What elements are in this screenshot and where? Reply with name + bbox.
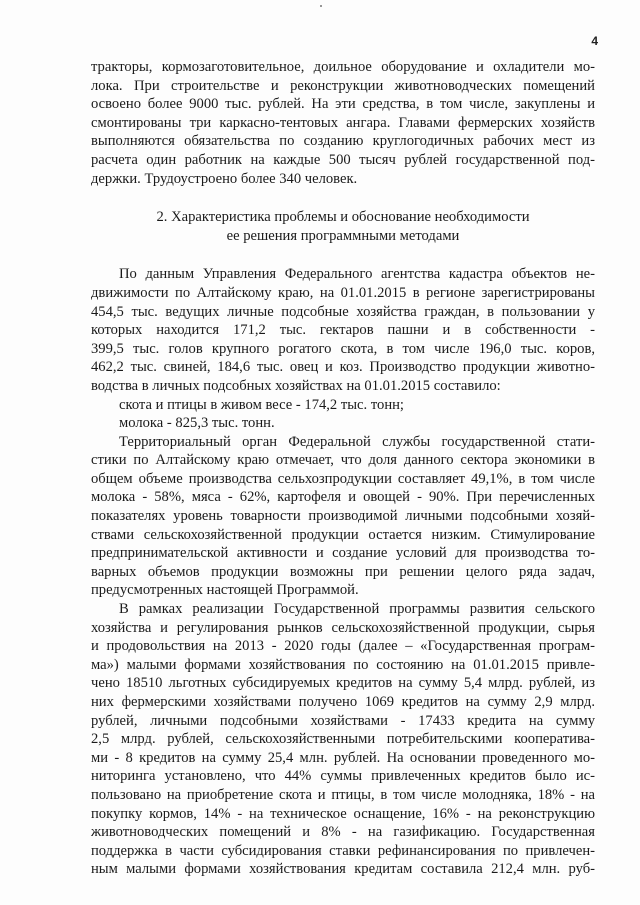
scan-speck (320, 5, 322, 7)
text-line: покупку кормов, 14% - на техническое оснащение, 16% - на реконструкцию (91, 805, 595, 822)
text-line: показателях уровень товарности производимой личными подсобными хозяй- (91, 508, 595, 525)
intro-paragraph (91, 58, 595, 188)
text-line: движимости по Алтайскому краю, на 01.01.2015 в регионе зарегистрированы (91, 284, 595, 301)
production-list (91, 396, 595, 433)
section-heading-line: ее решения программными методами (226, 227, 460, 244)
text-line: и продовольствия на 2013 - 2020 годы (далее – «Государственная програм- (91, 638, 595, 655)
list-item: скота и птицы в живом весе - 174,2 тыс. тонн; (119, 396, 404, 413)
paragraph-state-program (91, 600, 595, 879)
text-line: варных объемов продукции возможны при решении целого ряда задач, (91, 563, 595, 580)
text-line: поддержка в части субсидирования ставки рефинансирования по привлечен- (91, 842, 595, 859)
text-line: расчета один работник на каждые 500 тысяч рублей государственной под- (91, 151, 595, 168)
paragraph-statistics (91, 433, 595, 600)
section-heading (91, 208, 595, 245)
text-line: 2,5 млрд. рублей, сельскохозяйственными потребительскими кооператива- (91, 731, 595, 748)
text-line: общем объеме производства сельхозпродукции составляет 49,1%, в том числе (91, 470, 595, 487)
text-line: чено 18510 льготных субсидируемых кредитов на сумму 5,4 млрд. рублей, из (91, 675, 595, 692)
text-line: животноводческих помещений и 8% - на газификацию. Государственная (91, 824, 595, 841)
page-number: 4 (591, 34, 598, 48)
text-line: освоено более 9000 тыс. рублей. На эти средства, в том числе, закуплены и (91, 96, 595, 113)
text-line: 462,2 тыс. свиней, 184,6 тыс. овец и коз. Производство продукции животно- (91, 359, 595, 376)
text-line: ниторинга установлено, что 44% суммы привлеченных кредитов было ис- (91, 768, 595, 785)
text-line: ми - 8 кредитов на сумму 25,4 млн. рублей. На основании проведенного мо- (91, 749, 595, 766)
text-line: водства в личных подсобных хозяйствах на 01.01.2015 составило: (91, 377, 501, 394)
text-line: пользовано на приобретение скота и птицы, в том числе молодняка, 18% - на (91, 786, 595, 803)
text-line: тракторы, кормозаготовительное, доильное оборудование и охладители мо- (91, 59, 595, 75)
text-line: ствами сельскохозяйственной продукции остается низким. Стимулирование (91, 526, 595, 543)
section-heading-line: 2. Характеристика проблемы и обоснование необходимости (156, 209, 530, 226)
text-line: В рамках реализации Государственной программы развития сельского (119, 601, 595, 618)
text-line: хозяйства и регулирования рынков сельскохозяйственной продукции, сырья (91, 619, 595, 636)
text-line: рублей, личными подсобными хозяйствами - 17433 кредита на сумму (91, 712, 595, 729)
text-line: выполняются обязательства по созданию круглогодичных рабочих мест из (91, 133, 595, 150)
text-line: них фермерскими хозяйствами получено 1069 кредитов на сумму 2,9 млрд. (91, 694, 595, 710)
text-line: 399,5 тыс. голов крупного рогатого скота, в том числе 196,0 тыс. коров, (91, 340, 595, 357)
text-line: смонтированы три каркасно-тентовых ангара. Главами фермерских хозяйств (91, 114, 595, 131)
document-body (91, 58, 595, 879)
text-line: По данным Управления Федерального агентства кадастра объектов не- (119, 266, 595, 283)
text-line: стики по Алтайскому краю отмечает, что доля данного сектора экономики в (91, 452, 595, 469)
paragraph-land-registry (91, 265, 595, 395)
text-line: ным малыми формами хозяйствования кредитам составила 212,4 млн. руб- (91, 861, 595, 878)
text-line: ма») малыми формами хозяйствования по состоянию на 01.01.2015 привле- (91, 656, 595, 673)
text-line: молока - 58%, мяса - 62%, картофеля и овощей - 90%. При перечисленных (91, 489, 595, 506)
list-item: молока - 825,3 тыс. тонн. (119, 415, 275, 432)
text-line: держки. Трудоустроено более 340 человек. (91, 170, 358, 187)
text-line: предпринимательской активности и создание условий для производства то- (91, 545, 595, 562)
text-line: Территориальный орган Федеральной службы государственной стати- (119, 433, 595, 450)
text-line: предусмотренных настоящей Программой. (91, 582, 359, 599)
text-line: лока. При строительстве и реконструкции животноводческих помещений (91, 77, 595, 94)
text-line: 454,5 тыс. ведущих личные подсобные хозяйства граждан, в пользовании у (91, 303, 595, 320)
text-line: которых находится 171,2 тыс. гектаров пашни и в собственности - (91, 322, 595, 339)
